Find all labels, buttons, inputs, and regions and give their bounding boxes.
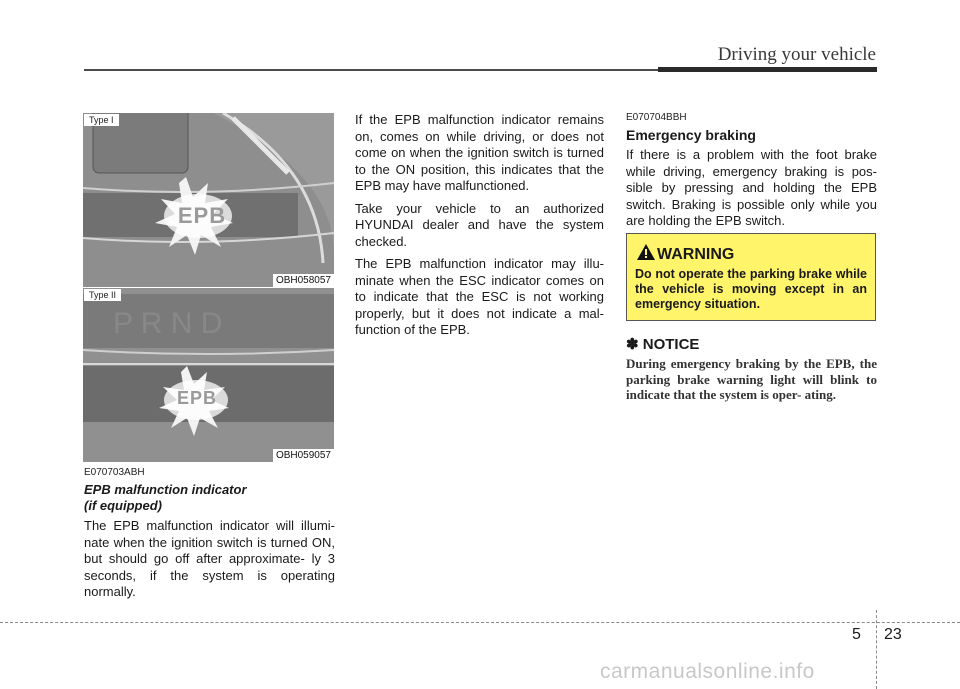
section-title-line-2: (if equipped) — [84, 498, 162, 513]
paragraph-epb-illuminate: The EPB malfunction indicator will illumi- nate when the ignition switch is turned ON, but should go off after approximate- ly 3 seconds, if the system is operating normally. — [84, 518, 335, 599]
footer-divider — [876, 610, 877, 689]
section-code-emergency-braking: E070704BBH — [626, 112, 687, 123]
cluster-illustration-1 — [83, 113, 334, 287]
figure-type-1 — [83, 113, 334, 287]
column-3-body — [626, 147, 877, 236]
header-rule-accent — [658, 67, 877, 72]
header-rule — [84, 69, 658, 71]
section-code-epb-malfunction: E070703ABH — [84, 467, 145, 478]
column-1-body — [84, 518, 335, 607]
warning-triangle-icon — [637, 244, 655, 260]
epb-symbol-2: EPB — [177, 388, 218, 408]
type-label-2: Type II — [84, 289, 121, 301]
watermark: carmanualsonline.info — [600, 660, 815, 683]
figure-type-2 — [83, 288, 334, 462]
warning-text: Do not operate the parking brake while the vehicle is moving except in an emergency situation. — [635, 267, 867, 311]
type-label-1: Type I — [84, 114, 119, 126]
page-number: 23 — [884, 626, 902, 643]
cluster-illustration-2 — [83, 288, 334, 462]
footer-rule — [0, 622, 960, 623]
warning-box — [626, 233, 876, 321]
figure-code-1: OBH058057 — [273, 274, 334, 287]
epb-symbol-1: EPB — [177, 203, 227, 228]
section-title-line-1: EPB malfunction indicator — [84, 482, 247, 497]
notice-text: During emergency braking by the EPB, the parking brake warning light will blink to indicate that the system is oper- ating. — [626, 356, 877, 402]
notice-title: ✽ NOTICE — [626, 336, 700, 353]
paragraph-emergency-braking: If there is a problem with the foot brake while driving, emergency braking is pos- sible by pressing and holding the EPB switch. Braking is possible only while you are holding the EPB switch. — [626, 147, 877, 228]
chapter-number: 5 — [852, 626, 861, 643]
running-header: Driving your vehicle — [717, 44, 876, 65]
paragraph-malfunction-remains: If the EPB malfunction indicator remains on, comes on while driving, or does not come on when the ignition switch is turned to the ON position, this indicates that the EPB may have malfunctioned. — [355, 112, 604, 193]
paragraph-authorized-dealer: Take your vehicle to an authorized HYUNDAI dealer and have the system checked. — [355, 200, 604, 249]
section-title-epb-malfunction — [84, 482, 334, 514]
svg-text:P R N D: P R N D — [113, 307, 223, 340]
column-2-body — [355, 112, 604, 345]
warning-title: WARNING — [657, 246, 735, 263]
section-title-emergency-braking: Emergency braking — [626, 127, 756, 143]
figure-code-2: OBH059057 — [273, 449, 334, 462]
paragraph-esc-indicator: The EPB malfunction indicator may illu- minate when the ESC indicator comes on to indicate that the ESC is not working properly, but it does not indicate a mal- function of the EPB. — [355, 256, 604, 337]
